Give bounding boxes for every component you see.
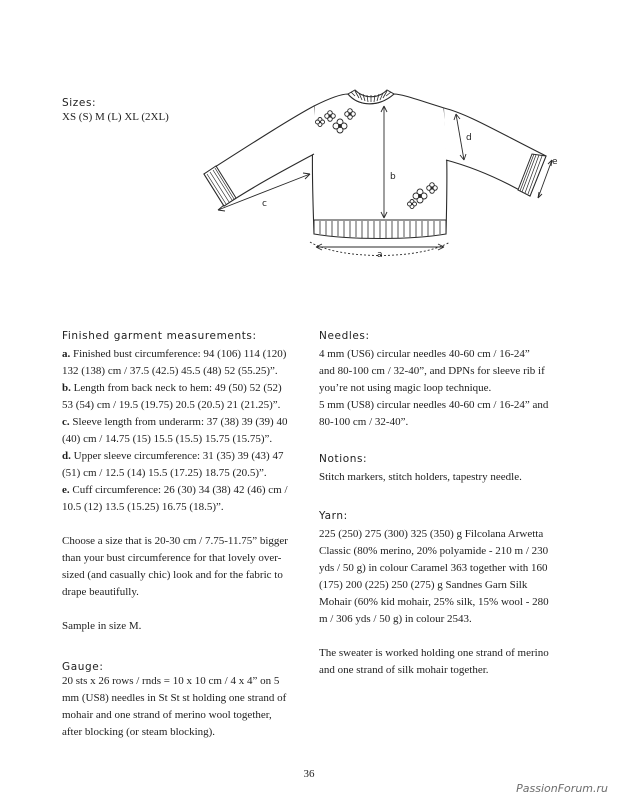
watermark: PassionForum.ru: [516, 782, 608, 795]
worked-note: The sweater is worked holding one strand of merino and one strand of silk mohair together.: [319, 647, 549, 676]
yarn-heading: Yarn:: [319, 510, 348, 522]
label-b: b: [390, 172, 396, 182]
measurements-heading: Finished garment measurements:: [62, 330, 257, 342]
hem-ribbing: [320, 221, 440, 238]
left-column: [62, 330, 312, 741]
measurement-c: c. Sleeve length from underarm: 37 (38) 39 (39) 40 (40) cm / 14.75 (15) 15.5 (15.5) 15.75 (15.75)”.: [62, 416, 288, 445]
label-e: e: [552, 157, 558, 167]
page-number: 36: [303, 768, 315, 780]
gauge-heading: Gauge:: [62, 661, 104, 673]
right-column: [319, 330, 569, 679]
gauge-paragraph: 20 sts x 26 rows / rnds = 10 x 10 cm / 4 x 4” on 5 mm (US8) needles in St St st holding one strand of mohair and one strand of merino wool together, after blocking (or steam blocking).: [62, 675, 287, 738]
sweater-schematic: [180, 84, 570, 270]
needles-heading: Needles:: [319, 330, 370, 342]
sizes-heading: Sizes:: [62, 97, 97, 109]
needles-paragraph: 4 mm (US6) circular needles 40-60 cm / 16-24” and 80-100 cm / 32-40”, and DPNs for sleeve rib if you’re not using magic loop technique. 5 mm (US8) circular needles 40-60 cm / 16-24” and 80-100 cm / 32-40”.: [319, 348, 549, 428]
measurement-a: a. Finished bust circumference: 94 (106) 114 (120) 132 (138) cm / 37.5 (42.5) 45.5 (48) 52 (55.25)”.: [62, 348, 287, 377]
notions-heading: Notions:: [319, 453, 368, 465]
measurement-d: d. Upper sleeve circumference: 31 (35) 39 (43) 47 (51) cm / 12.5 (14) 15.5 (17.25) 18.75 (20.5)”.: [62, 450, 284, 479]
measurement-b: b. Length from back neck to hem: 49 (50) 52 (52) 53 (54) cm / 19.5 (19.75) 20.5 (20.5) 21 (21.25)”.: [62, 382, 282, 411]
choose-size-paragraph: Choose a size that is 20-30 cm / 7.75-11.75” bigger than your bust circumference for that lovely over- sized (and casually chic) look and for the fabric to drape beautifully.: [62, 535, 288, 598]
label-c: c: [262, 199, 267, 209]
yarn-paragraph: 225 (250) 275 (300) 325 (350) g Filcolana Arwetta Classic (80% merino, 20% polyamide - 210 m / 230 yds / 50 g) in colour Caramel 363 together with 160 (175) 200 (225) 250 (275) g Sandnes Garn Silk Mohair (60% kid mohair, 25% silk, 15% wool - 280 m / 306 yds / 50 g) in colour 2543.: [319, 528, 549, 625]
sample-size: Sample in size M.: [62, 620, 142, 632]
label-d: d: [466, 133, 472, 143]
label-a: a: [377, 250, 383, 260]
notions-text: Stitch markers, stitch holders, tapestry needle.: [319, 471, 522, 483]
sizes-value: XS (S) M (L) XL (2XL): [62, 111, 169, 123]
measurement-e: e. Cuff circumference: 26 (30) 34 (38) 42 (46) cm / 10.5 (12) 13.5 (15.25) 16.75 (18.5)”.: [62, 484, 288, 513]
